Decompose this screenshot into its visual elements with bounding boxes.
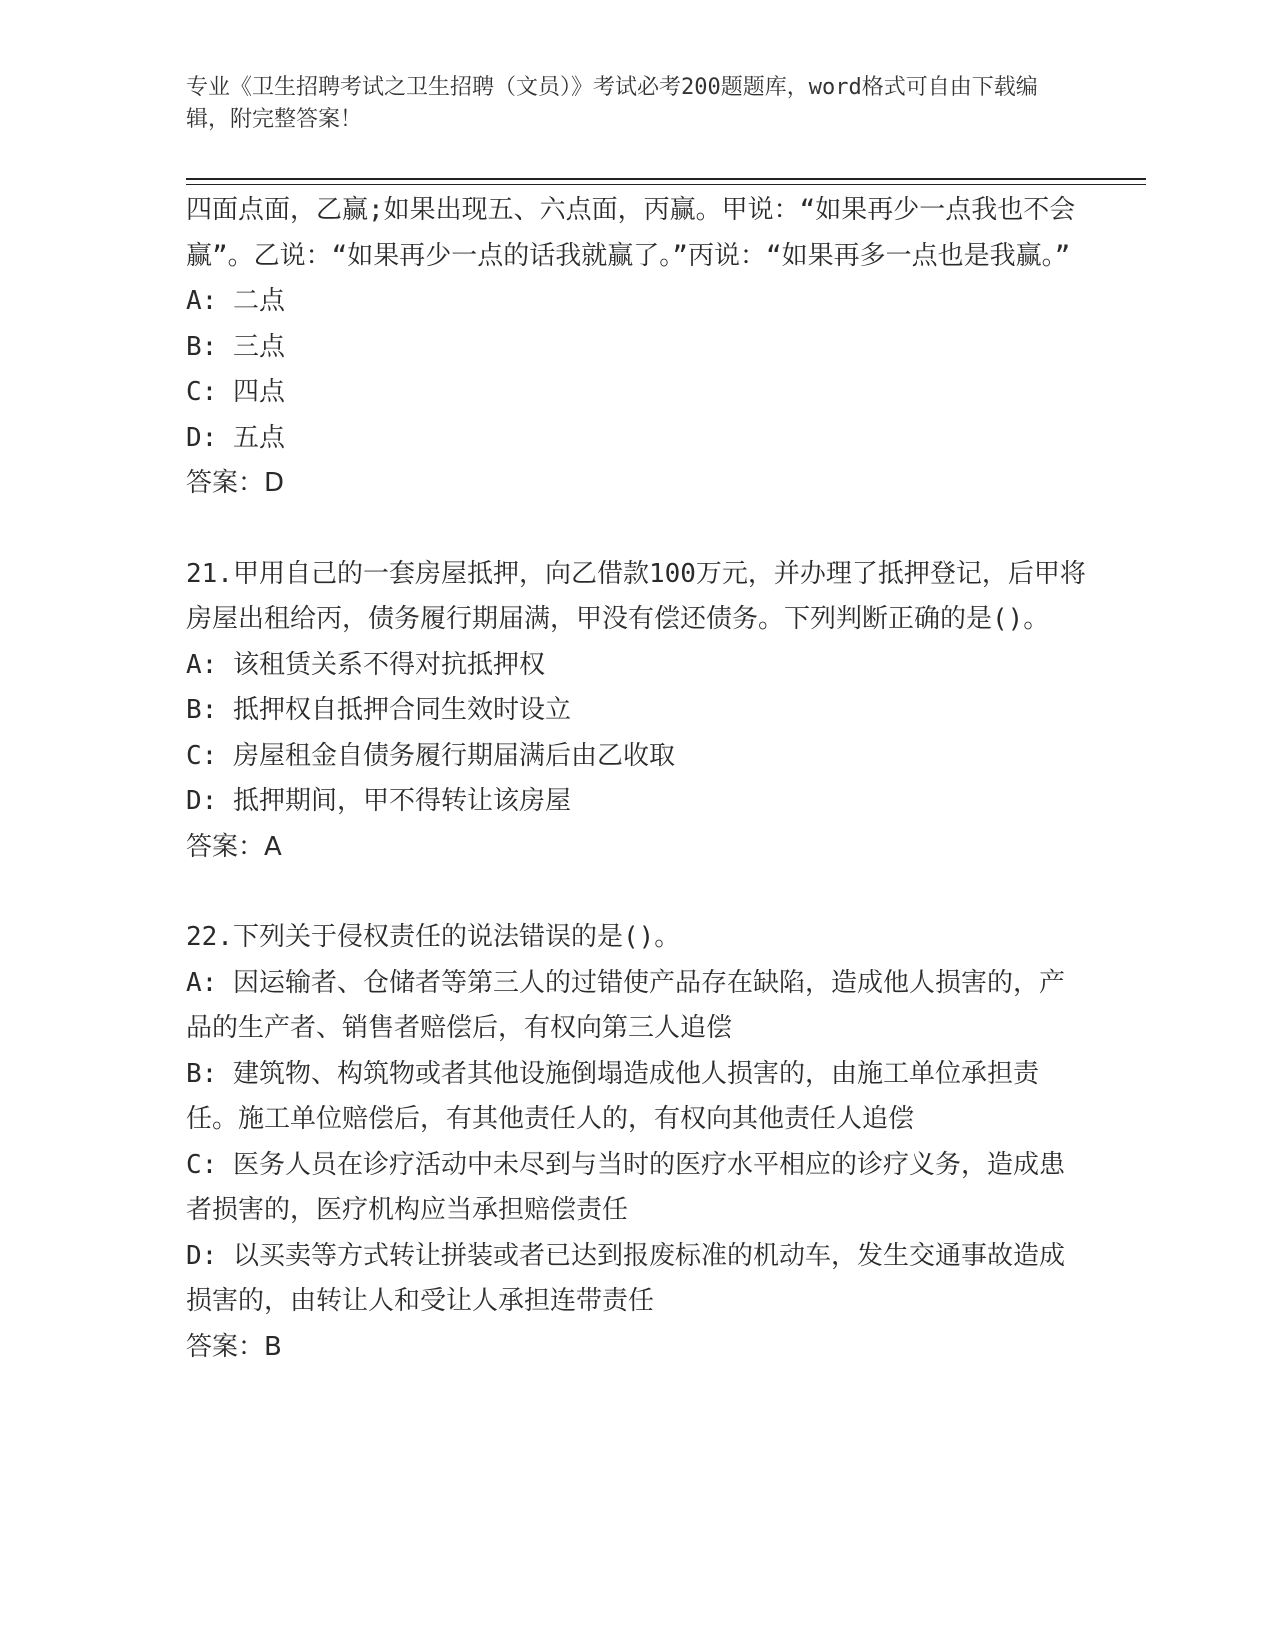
answer-line: 答案：B	[186, 1331, 282, 1362]
option-d: D: 五点	[186, 422, 285, 453]
question-22	[186, 915, 1086, 1370]
option-a: A: 因运输者、仓储者等第三人的过错使产品存在缺陷，造成他人损害的，产品的生产者、销售者赔偿后，有权向第三人追偿	[186, 967, 1065, 1043]
header-rule-thick	[186, 178, 1146, 180]
option-c: C: 四点	[186, 377, 285, 407]
option-d: D: 以买卖等方式转让拼装或者已达到报废标准的机动车，发生交通事故造成损害的，由转让人和受让人承担连带责任	[186, 1240, 1065, 1316]
option-b: B: 抵押权自抵押合同生效时设立	[186, 695, 571, 725]
answer-line: 答案：D	[186, 468, 285, 498]
option-d: D: 抵押期间，甲不得转让该房屋	[186, 786, 571, 816]
question-content	[186, 188, 1086, 1370]
option-c: C: 房屋租金自债务履行期届满后由乙收取	[186, 740, 675, 771]
option-a: A: 该租赁关系不得对抗抵押权	[186, 649, 545, 680]
header-rule-thin	[186, 184, 1146, 185]
question-stem: 22.下列关于侵权责任的说法错误的是()。	[186, 922, 681, 952]
question-stem: 四面点面，乙赢;如果出现五、六点面，丙赢。甲说：“如果再少一点我也不会赢”。乙说：“如果再少一点的话我就赢了。”丙说：“如果再多一点也是我赢。”	[186, 195, 1076, 271]
question-20	[186, 188, 1086, 507]
question-21	[186, 552, 1086, 871]
option-a: A: 二点	[186, 286, 285, 316]
document-header: 专业《卫生招聘考试之卫生招聘（文员）》考试必考200题题库，word格式可自由下载编辑，附完整答案！	[186, 75, 1038, 132]
question-stem: 21.甲用自己的一套房屋抵押，向乙借款100万元，并办理了抵押登记，后甲将房屋出租给丙，债务履行期届满，甲没有偿还债务。下列判断正确的是()。	[186, 558, 1086, 634]
option-b: B: 建筑物、构筑物或者其他设施倒塌造成他人损害的，由施工单位承担责任。施工单位赔偿后，有其他责任人的，有权向其他责任人追偿	[186, 1058, 1039, 1134]
option-b: B: 三点	[186, 331, 285, 362]
option-c: C: 医务人员在诊疗活动中未尽到与当时的医疗水平相应的诊疗义务，造成患者损害的，医疗机构应当承担赔偿责任	[186, 1149, 1065, 1225]
answer-line: 答案：A	[186, 831, 282, 862]
